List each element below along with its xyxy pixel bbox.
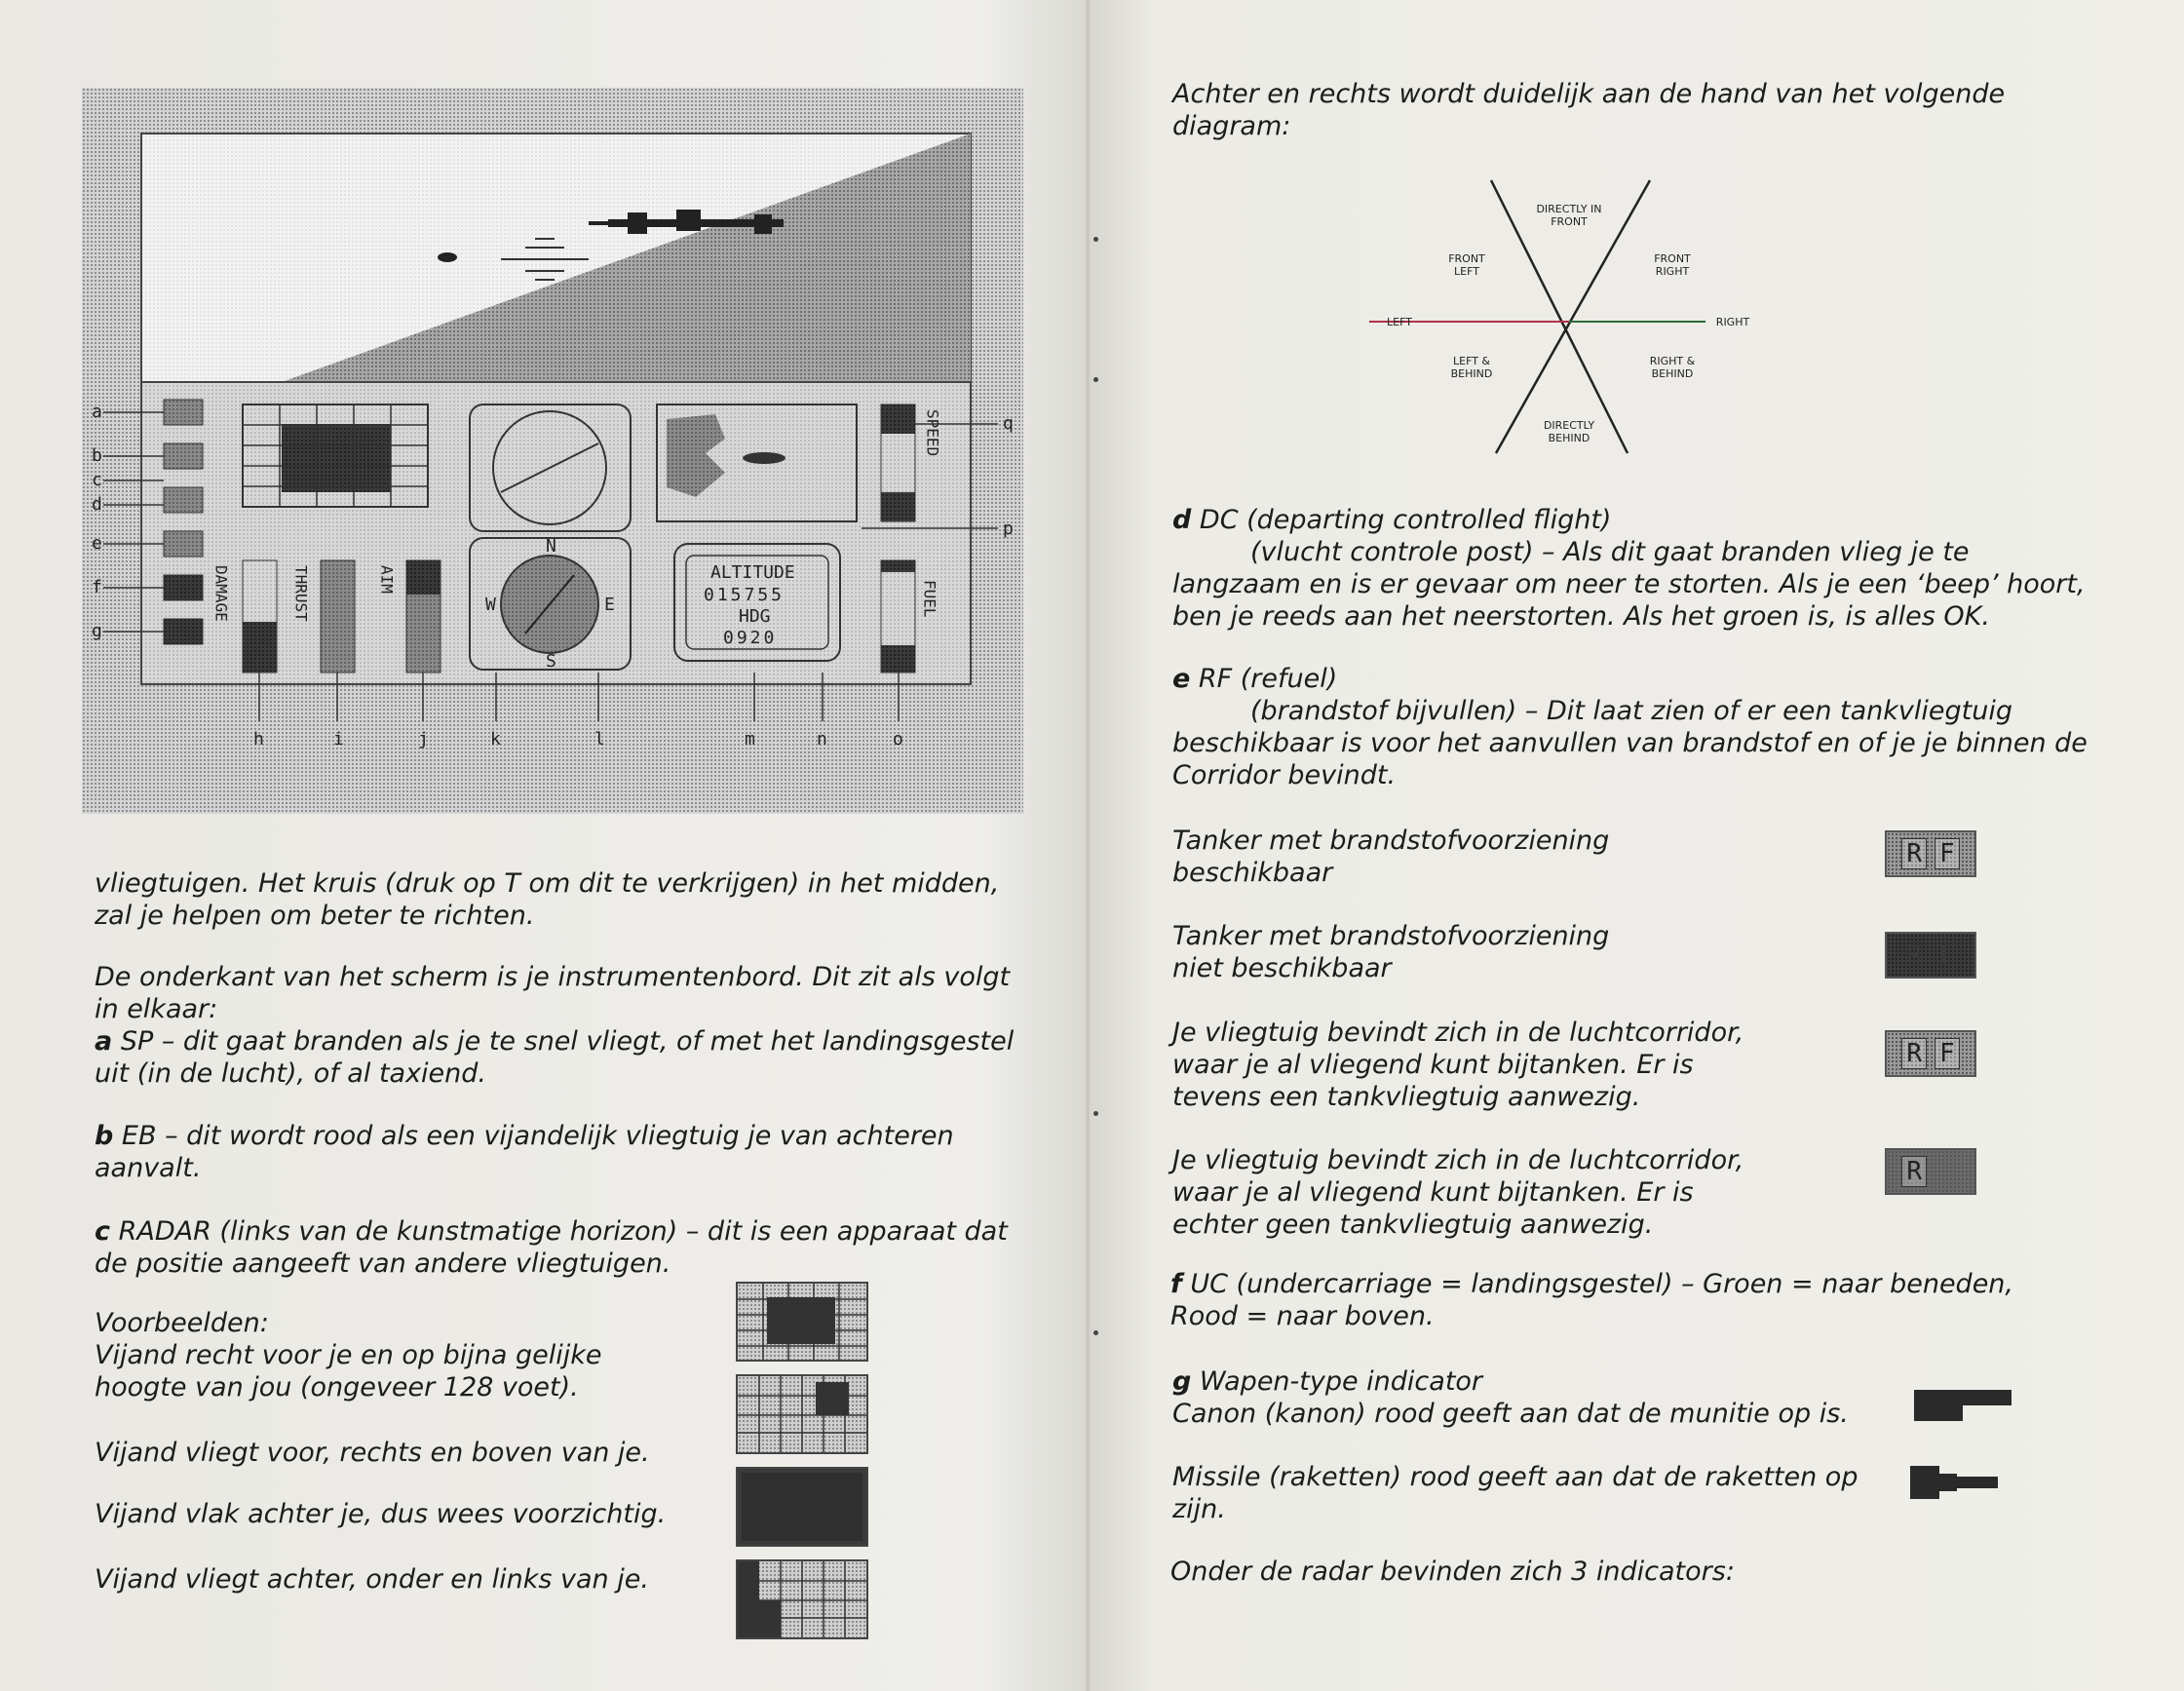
svg-text:DIRECTLY: DIRECTLY — [1543, 419, 1595, 432]
item-g-head: g Wapen-type indicator — [1172, 1366, 1483, 1397]
svg-text:W: W — [485, 595, 496, 615]
svg-text:RIGHT: RIGHT — [1715, 316, 1750, 328]
svg-text:0920: 0920 — [723, 628, 778, 648]
radar-example-front — [736, 1282, 868, 1362]
item-e-text: (brandstof bijvullen) – Dit laat zien of er een tankvliegtuig beschikbaar is voor het aanvullen van brandstof en of je je binnen de Corridor bevindt. — [1172, 696, 2088, 790]
example-1: Vijand recht voor je en op bijna gelijke hoogte van jou (ongeveer 128 voet). — [95, 1340, 602, 1403]
svg-text:DAMAGE: DAMAGE — [211, 565, 231, 622]
altitude-display — [674, 544, 840, 661]
svg-text:ALTITUDE: ALTITUDE — [710, 562, 795, 583]
diagram-intro: Achter en rechts wordt duidelijk aan de hand van het volgende diagram: — [1172, 79, 2006, 141]
rf-state-1: Tanker met brandstofvoorziening beschikbaar — [1172, 826, 1610, 888]
missile-icon — [1908, 1460, 2002, 1503]
svg-text:BEHIND: BEHIND — [1548, 432, 1590, 444]
svg-text:e: e — [92, 533, 102, 554]
para-instrumentenbord: De onderkant van het scherm is je instrumentenbord. Dit zit als volgt in elkaar: — [95, 962, 1011, 1024]
svg-text:q: q — [1003, 413, 1014, 434]
svg-text:DIRECTLY IN: DIRECTLY IN — [1536, 203, 1602, 215]
svg-text:FRONT: FRONT — [1654, 252, 1691, 265]
svg-text:i: i — [333, 729, 344, 749]
map-view — [657, 404, 857, 521]
svg-text:b: b — [92, 445, 102, 466]
svg-text:FRONT: FRONT — [1448, 252, 1485, 265]
rf-indicator-unavailable: R F — [1885, 932, 1976, 979]
item-e-head: e RF (refuel) — [1172, 664, 1338, 694]
svg-text:LEFT &: LEFT & — [1452, 355, 1491, 367]
svg-text:k: k — [490, 729, 501, 749]
svg-text:BEHIND: BEHIND — [1651, 367, 1694, 380]
rf-indicator-available: R F — [1885, 830, 1976, 877]
svg-text:RIGHT &: RIGHT & — [1649, 355, 1696, 367]
svg-text:LEFT: LEFT — [1387, 316, 1412, 328]
svg-text:SPEED: SPEED — [923, 409, 942, 457]
svg-text:g: g — [92, 621, 102, 641]
cockpit-illustration — [82, 88, 1023, 814]
item-b: b EB – dit wordt rood als een vijandelijk vliegtuig je van achteren aanvalt. — [95, 1121, 954, 1183]
cannon-icon — [1912, 1386, 2013, 1425]
voorbeelden-heading: Voorbeelden: — [95, 1308, 269, 1338]
svg-text:c: c — [92, 470, 102, 490]
svg-text:h: h — [253, 729, 264, 749]
svg-text:l: l — [594, 729, 605, 749]
item-g-missile: Missile (raketten) rood geeft aan dat de raketten op zijn. — [1172, 1462, 1858, 1524]
radar-grid — [243, 404, 428, 507]
item-g-canon: Canon (kanon) rood geeft aan dat de munitie op is. — [1172, 1399, 1849, 1429]
enemy-plane-icon — [438, 252, 457, 262]
item-d-text: (vlucht controle post) – Als dit gaat branden vlieg je te langzaam en is er gevaar om neer te storten. Als je een ‘beep’ hoort, ben je reeds aan het neerstorten. Als het groen is, is alles OK. — [1172, 537, 2086, 632]
svg-text:j: j — [418, 729, 429, 749]
item-c: c RADAR (links van de kunstmatige horizon) – dit is een apparaat dat de positie aangeeft van andere vliegtuigen. — [95, 1216, 1008, 1279]
item-f: f UC (undercarriage = landingsgestel) – Groen = naar beneden, Rood = naar boven. — [1170, 1269, 2014, 1331]
rf-indicator-corridor-no-tanker: R — [1885, 1148, 1976, 1195]
direction-diagram — [1364, 175, 1774, 458]
rf-state-4: Je vliegtuig bevindt zich in de luchtcorridor, waar je al vliegend kunt bijtanken. Er is echter geen tankvliegtuig aanwezig. — [1172, 1145, 1744, 1240]
svg-text:015755: 015755 — [704, 585, 785, 605]
svg-text:f: f — [92, 577, 102, 597]
closing-line: Onder de radar bevinden zich 3 indicators: — [1170, 1556, 1735, 1587]
example-3: Vijand vlak achter je, dus wees voorzichtig. — [95, 1499, 667, 1529]
item-a: a SP – dit gaat branden als je te snel vliegt, of met het landingsgestel uit (in de lucht), of al taxiend. — [95, 1026, 1015, 1089]
svg-text:n: n — [817, 729, 827, 749]
svg-text:S: S — [546, 651, 556, 672]
item-d-head: d DC (departing controlled flight) — [1172, 505, 1612, 535]
game-screenshot — [82, 88, 1023, 814]
svg-text:p: p — [1003, 519, 1014, 539]
svg-text:FUEL: FUEL — [920, 580, 939, 618]
left-page — [0, 0, 1090, 1691]
rf-indicator-corridor-tanker: R F — [1885, 1030, 1976, 1077]
svg-text:BEHIND: BEHIND — [1450, 367, 1493, 380]
svg-text:FRONT: FRONT — [1551, 215, 1588, 228]
rf-state-2: Tanker met brandstofvoorziening niet beschikbaar — [1172, 921, 1610, 983]
radar-example-behind — [736, 1467, 868, 1547]
svg-text:o: o — [893, 729, 903, 749]
svg-text:HDG: HDG — [739, 606, 771, 627]
para-vliegtuigen: vliegtuigen. Het kruis (druk op T om dit te verkrijgen) in het midden, zal je helpen om beter te richten. — [95, 868, 1000, 931]
left-leader-letters — [92, 402, 102, 641]
svg-text:d: d — [92, 494, 102, 515]
radar-example-behind-below-left — [736, 1559, 868, 1639]
svg-text:AIM: AIM — [377, 565, 397, 594]
svg-text:LEFT: LEFT — [1454, 265, 1479, 278]
svg-text:THRUST: THRUST — [291, 565, 311, 622]
rf-state-3: Je vliegtuig bevindt zich in de luchtcorridor, waar je al vliegend kunt bijtanken. Er is tevens een tankvliegtuig aanwezig. — [1172, 1018, 1744, 1112]
svg-text:E: E — [604, 595, 615, 615]
example-2: Vijand vliegt voor, rechts en boven van je. — [95, 1438, 650, 1468]
example-4: Vijand vliegt achter, onder en links van je. — [95, 1564, 649, 1595]
svg-text:a: a — [92, 402, 102, 422]
svg-text:m: m — [745, 729, 755, 749]
svg-text:RIGHT: RIGHT — [1655, 265, 1690, 278]
svg-text:N: N — [546, 536, 556, 557]
radar-example-front-right-above — [736, 1374, 868, 1454]
